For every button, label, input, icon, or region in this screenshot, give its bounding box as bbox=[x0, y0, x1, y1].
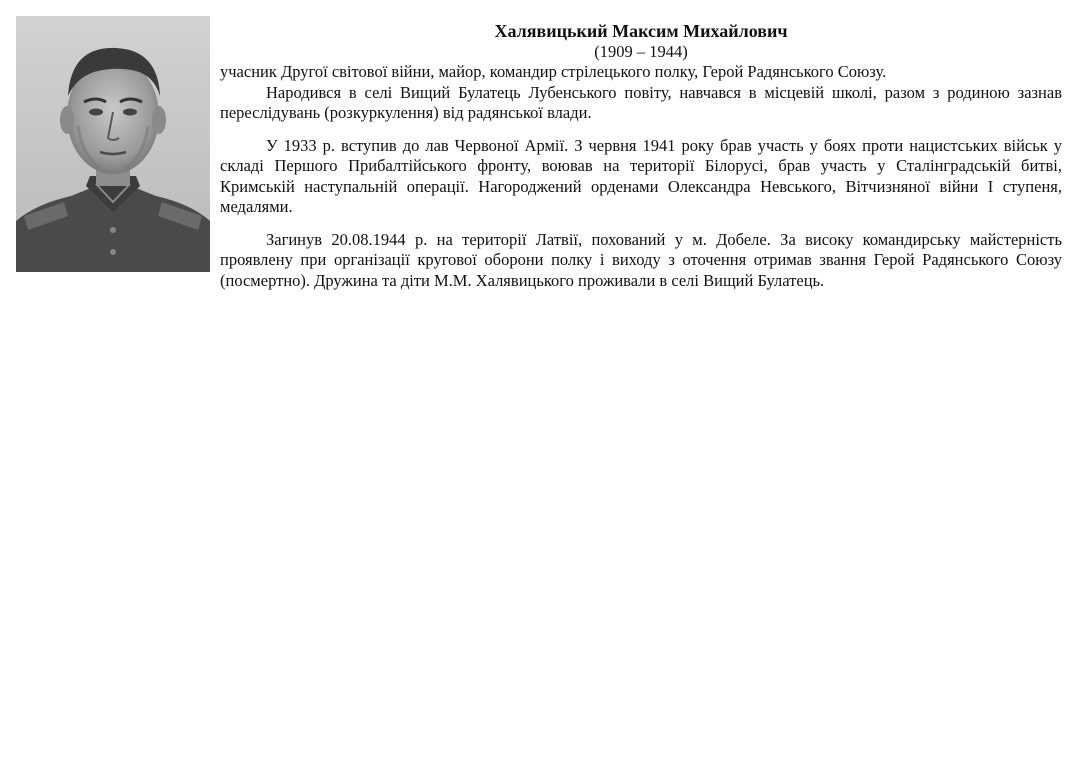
biography-lead: учасник Другої світової війни, майор, командир стрілецького полку, Герой Радянського Союзу. bbox=[220, 62, 887, 81]
biography-paragraph: Загинув 20.08.1944 р. на території Латвії, похований у м. Добеле. За високу командирську майстерність проявлену при організації кругової оборони полку і виходу з оточення отримав звання Герой Радянського Союзу (посмертно). Дружина та діти М.М. Халявицького проживали в селі Вищий Булатець. bbox=[220, 229, 1062, 290]
page-title: Халявицький Максим Михайлович bbox=[494, 21, 788, 41]
biography-paragraph: У 1933 р. вступив до лав Червоної Армії. З червня 1941 року брав участь у боях проти нацистських військ у складі Першого Прибалтійського фронту, воював на території Білорусі, брав участь у Сталінградській битві, Кримській наступальній операції. Нагороджений орденами Олександра Невського, Вітчизняної війни І ступеня, медалями. bbox=[220, 135, 1062, 216]
biography-text bbox=[18, 62, 1062, 291]
life-dates: (1909 – 1944) bbox=[594, 42, 688, 61]
biography-paragraph: Народився в селі Вищий Булатець Лубенського повіту, навчався в місцевій школі, разом з родиною зазнав переслідувань (розкуркулення) від радянської влади. bbox=[220, 82, 1062, 122]
photo-spacer bbox=[18, 62, 220, 276]
